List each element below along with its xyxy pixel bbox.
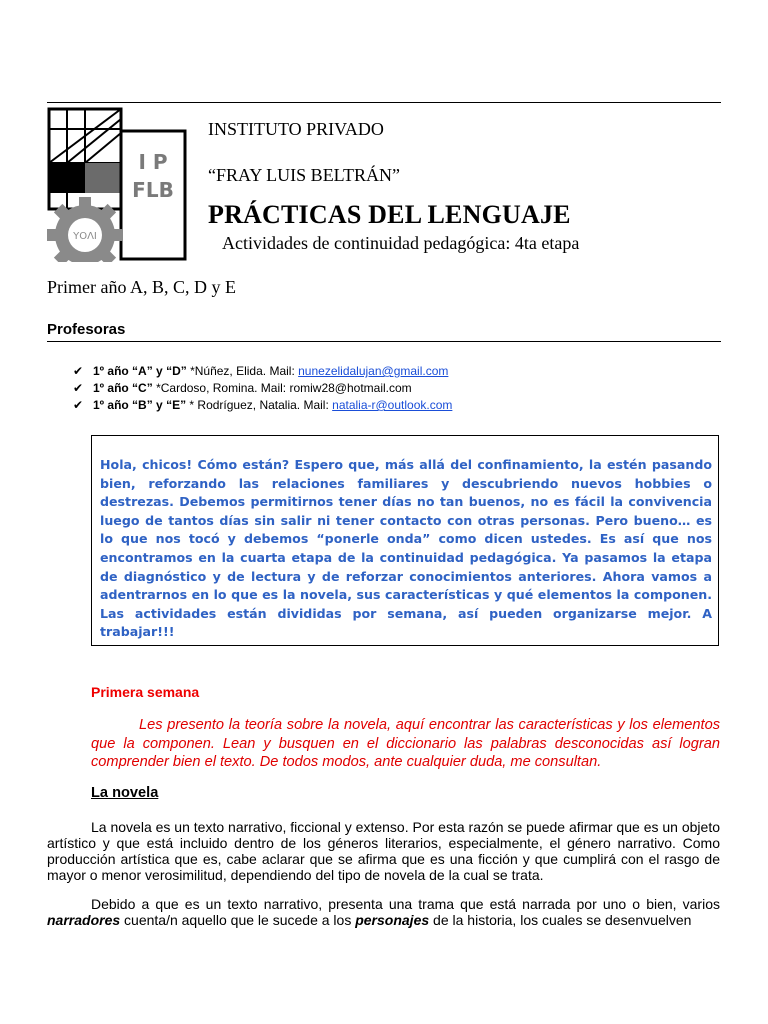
list-item <box>73 397 452 414</box>
check-icon: ✔ <box>73 364 84 378</box>
teachers-heading: Profesoras <box>47 321 126 338</box>
teachers-rule <box>47 341 721 342</box>
teachers-list <box>73 363 452 414</box>
p2-personajes: personajes <box>355 912 430 928</box>
institute-line-1: INSTITUTO PRIVADO <box>208 119 384 139</box>
week-intro <box>91 716 720 772</box>
logo-gear-text: ΥΟΛΙ <box>73 231 97 242</box>
week-heading: Primera semana <box>91 684 200 700</box>
welcome-message: Hola, chicos! Cómo están? Espero que, más allá del confinamiento, la estén pasando bien, reforzando las relaciones familiares y descubriendo nuevos hobbies o destrezas. Debemos permitirnos tener días no tan buenos, no es fácil la convivencia luego de tantos días sin salir ni tener contacto con otras personas. Pero bueno… es lo que nos tocó y debemos “ponerle onda” como dicen ustedes. Es así que nos encontramos en la cuarta etapa de la continuidad pedagógica. Ya pasamos la etapa de diagnóstico y de lectura y de reforzar conocimientos anteriores. Ahora vamos a adentrarnos en lo que es la novela, sus características y qué elementos la componen. Las actividades están divididas por semana, así pueden organizarse mejor. A trabajar!!! <box>100 457 712 640</box>
logo-ip-text: I P <box>138 150 168 174</box>
check-icon: ✔ <box>73 398 84 412</box>
novela-paragraph-1 <box>47 819 720 883</box>
email-link[interactable]: natalia-r@outlook.com <box>332 398 453 412</box>
year-line: Primer año A, B, C, D y E <box>47 277 236 297</box>
course-label: 1º año “C” <box>93 381 153 395</box>
p2-part-c: cuenta/n aquello que le sucede a los <box>120 912 356 928</box>
institute-line-2: “FRAY LUIS BELTRÁN” <box>208 165 401 185</box>
page-title: PRÁCTICAS DEL LENGUAJE <box>208 200 571 229</box>
course-label: 1º año “A” y “D” <box>93 364 187 378</box>
list-item <box>73 380 452 397</box>
teacher-text: *Cardoso, Romina. Mail: <box>152 381 290 395</box>
p2-part-a: Debido a que es un texto narrativo, presenta una trama que está narrada por uno o bien, varios <box>91 896 720 912</box>
welcome-message-box <box>91 435 719 646</box>
logo-flb-text: FLB <box>132 178 174 202</box>
novela-paragraph-2 <box>47 896 720 928</box>
check-icon: ✔ <box>73 381 84 395</box>
email-text: romiw28@hotmail.com <box>289 381 412 395</box>
school-logo <box>47 107 187 262</box>
week-intro-text: Les presento la teoría sobre la novela, aquí encontrar las características y los elementos que la componen. Lean y busquen en el diccionario las palabras desconocidas así logran comprender bien el texto. De todos modos, ante cualquier duda, me consultan. <box>91 717 720 770</box>
p2-part-e: de la historia, los cuales se desenvuelven <box>429 912 692 928</box>
list-item <box>73 363 452 380</box>
novela-paragraph-1-text: La novela es un texto narrativo, ficcional y extenso. Por esta razón se puede afirmar que es un objeto artístico y que está incluido dentro de los géneros literarios, especialmente, el género narrativo. Como producción artística que es, cabe aclarar que se afirma que es una ficción y que cumplirá con el rasgo de mayor o menor verosimilitud, dependiendo del tipo de novela de la cual se trata. <box>47 819 720 883</box>
novela-heading: La novela <box>91 785 159 801</box>
p2-narradores: narradores <box>47 912 121 928</box>
teacher-text: * Rodríguez, Natalia. Mail: <box>186 398 333 412</box>
email-link[interactable]: nunezelidalujan@gmail.com <box>298 364 449 378</box>
teacher-text: *Núñez, Elida. Mail: <box>186 364 299 378</box>
top-rule <box>47 102 721 103</box>
course-label: 1º año “B” y “E” <box>93 398 187 412</box>
page-subtitle: Actividades de continuidad pedagógica: 4ta etapa <box>222 233 580 253</box>
